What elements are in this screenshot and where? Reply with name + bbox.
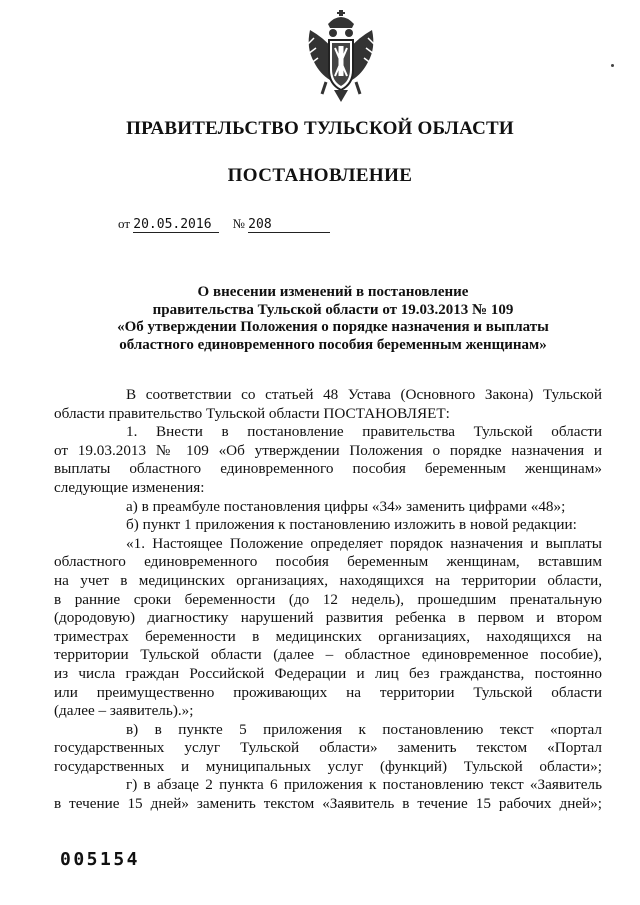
body-line: В соответствии со статьей 48 Устава (Основного Закона) Тульской — [126, 386, 602, 403]
document-body — [54, 386, 602, 814]
number-label: № — [232, 216, 245, 231]
document-number: 208 — [248, 217, 330, 233]
body-line: в ранние сроки беременности (до 12 недель), прошедшим пренатальную — [54, 590, 602, 608]
body-line: выплаты областного единовременного пособия беременным женщинам» — [54, 460, 602, 478]
body-line: государственных услуг Тульской области» заменить текстом «Портал — [54, 739, 602, 757]
body-line: следующие изменения: — [54, 478, 205, 496]
document-heading — [80, 284, 586, 354]
body-line: или преимущественно проживающих на территории Тульской области — [54, 683, 602, 701]
heading-line: О внесении изменений в постановление — [197, 284, 469, 300]
document-date: 20.05.2016 — [133, 217, 219, 233]
body-line: б) пункт 1 приложения к постановлению изложить в новой редакции: — [126, 516, 577, 534]
heading-line: «Об утверждении Положения о порядке назначения и выплаты — [117, 319, 549, 335]
body-line: (далее – заявитель).»; — [54, 702, 194, 720]
body-line: на учет в медицинских организациях, находящихся на территории области, — [54, 571, 602, 589]
body-line: триместрах беременности в медицинских организациях, находящихся на — [54, 627, 602, 645]
document-meta — [118, 216, 330, 233]
body-line: г) в абзаце 2 пункта 6 приложения к постановлению текст «Заявитель — [126, 776, 602, 794]
body-line: а) в преамбуле постановления цифры «34» заменить цифрами «48»; — [126, 497, 566, 515]
coat-of-arms-emblem — [302, 8, 380, 106]
government-title: ПРАВИТЕЛЬСТВО ТУЛЬСКОЙ ОБЛАСТИ — [126, 118, 514, 139]
body-line: территории Тульской области (далее – областное единовременное пособие), — [54, 646, 602, 664]
body-line: 1. Внести в постановление правительства Тульской области — [126, 423, 602, 441]
body-line: от 19.03.2013 № 109 «Об утверждении Положения о порядке назначения и — [54, 441, 602, 459]
date-label: от — [118, 216, 131, 231]
heading-line: правительства Тульской области от 19.03.2013 № 109 — [152, 301, 514, 318]
body-line: из числа граждан Российской Федерации и лиц без гражданства, постоянно — [54, 664, 602, 682]
scan-dot — [611, 64, 614, 67]
body-line: (дородовую) диагностику нарушений развития ребенка в первом и втором — [54, 609, 602, 627]
heading-line: областного единовременного пособия беременным женщинам» — [119, 336, 547, 353]
body-line: в течение 15 дней» заменить текстом «Заявитель в течение 15 рабочих дней»; — [54, 795, 602, 813]
body-line: в) в пункте 5 приложения к постановлению текст «портал — [126, 720, 602, 738]
document-type-title: ПОСТАНОВЛЕНИЕ — [227, 165, 413, 186]
body-line: государственных и муниципальных услуг (функций) Тульской области»; — [54, 757, 602, 775]
serial-number-stamp: 005154 — [60, 849, 141, 870]
body-line: областного единовременного пособия беременным женщинам, вставшим — [54, 553, 602, 571]
body-line: «1. Настоящее Положение определяет порядок назначения и выплаты — [126, 534, 602, 552]
body-line: области правительство Тульской области ПОСТАНОВЛЯЕТ: — [54, 404, 450, 422]
